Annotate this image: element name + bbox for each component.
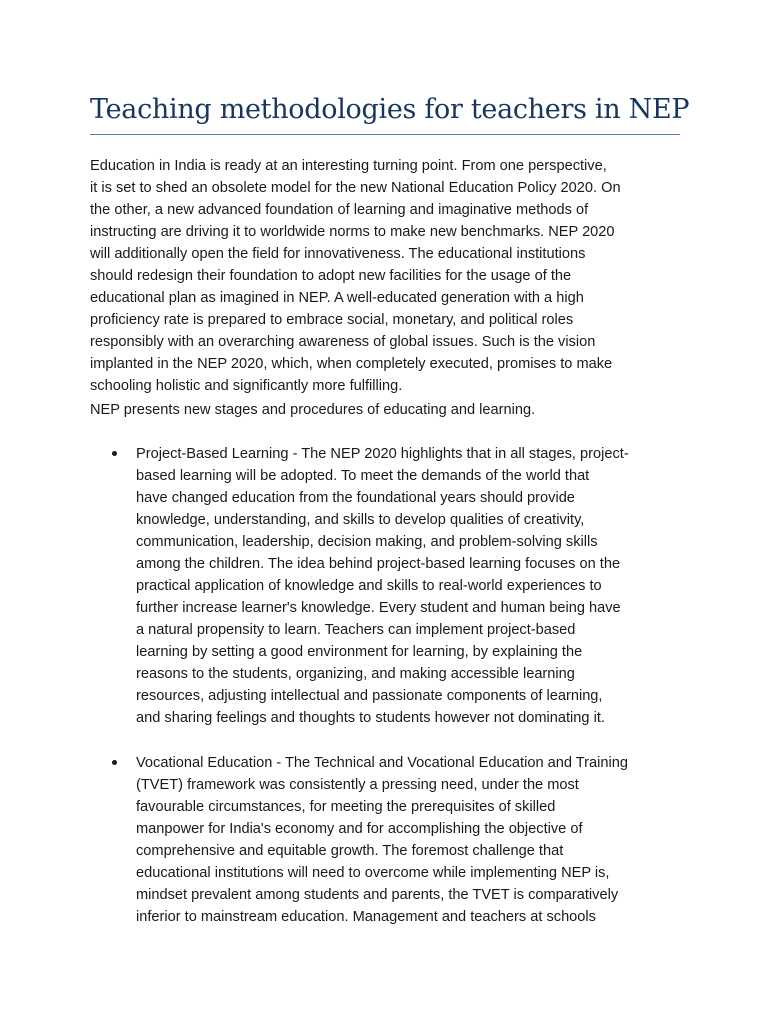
stages-intro-line: NEP presents new stages and procedures of educating and learning. [90, 402, 536, 418]
list-item-line: communication, leadership, decision making, and problem-solving skills [136, 534, 598, 550]
list-item-line: a natural propensity to learn. Teachers can implement project-based [136, 622, 576, 638]
list-item-line: further increase learner's knowledge. Every student and human being have [136, 600, 621, 616]
list-item-line: based learning will be adopted. To meet the demands of the world that [136, 468, 590, 484]
intro-line: proficiency rate is prepared to embrace social, monetary, and political roles [90, 312, 574, 328]
list-item-line: learning by setting a good environment for learning, by explaining the [136, 644, 583, 660]
list-item-line: educational institutions will need to overcome while implementing NEP is, [136, 865, 610, 881]
intro-line: the other, a new advanced foundation of learning and imaginative methods of [90, 202, 589, 218]
list-item-line: reasons to the students, organizing, and making accessible learning [136, 666, 575, 682]
list-item-line: favourable circumstances, for meeting the prerequisites of skilled [136, 799, 556, 815]
intro-line: schooling holistic and significantly more fulfilling. [90, 378, 403, 394]
intro-line: implanted in the NEP 2020, which, when completely executed, promises to make [90, 356, 613, 372]
bullet-marker [112, 451, 117, 456]
list-item-line: Vocational Education - The Technical and Vocational Education and Training [136, 755, 628, 771]
list-item-line: manpower for India's economy and for accomplishing the objective of [136, 821, 583, 837]
list-item-line: practical application of knowledge and skills to real-world experiences to [136, 578, 602, 594]
list-item-line: comprehensive and equitable growth. The foremost challenge that [136, 843, 564, 859]
list-item-line: resources, adjusting intellectual and passionate components of learning, [136, 688, 603, 704]
document-title: Teaching methodologies for teachers in NEP [90, 94, 690, 125]
intro-line: instructing are driving it to worldwide norms to make new benchmarks. NEP 2020 [90, 224, 615, 240]
list-item-line: mindset prevalent among students and parents, the TVET is comparatively [136, 887, 619, 903]
intro-line: educational plan as imagined in NEP. A well-educated generation with a high [90, 290, 584, 306]
list-item-line: (TVET) framework was consistently a pressing need, under the most [136, 777, 579, 793]
intro-line: it is set to shed an obsolete model for the new National Education Policy 2020. On [90, 180, 621, 196]
intro-line: should redesign their foundation to adopt new facilities for the usage of the [90, 268, 572, 284]
list-item-text [136, 752, 696, 928]
list-item-line: inferior to mainstream education. Management and teachers at schools [136, 909, 596, 925]
intro-paragraph [90, 155, 680, 397]
list-item-line: have changed education from the foundational years should provide [136, 490, 575, 506]
list-item-text [136, 443, 696, 729]
intro-line: will additionally open the field for innovativeness. The educational institutions [90, 246, 586, 262]
list-item-line: knowledge, understanding, and skills to develop qualities of creativity, [136, 512, 585, 528]
list-item-line: among the children. The idea behind project-based learning focuses on the [136, 556, 621, 572]
intro-line: Education in India is ready at an interesting turning point. From one perspective, [90, 158, 607, 174]
intro-line: responsibly with an overarching awareness of global issues. Such is the vision [90, 334, 596, 350]
list-item-line: and sharing feelings and thoughts to students however not dominating it. [136, 710, 605, 726]
title-underline-rule [90, 134, 680, 135]
bullet-marker [112, 760, 117, 765]
list-item-line: Project-Based Learning - The NEP 2020 highlights that in all stages, project- [136, 446, 629, 462]
